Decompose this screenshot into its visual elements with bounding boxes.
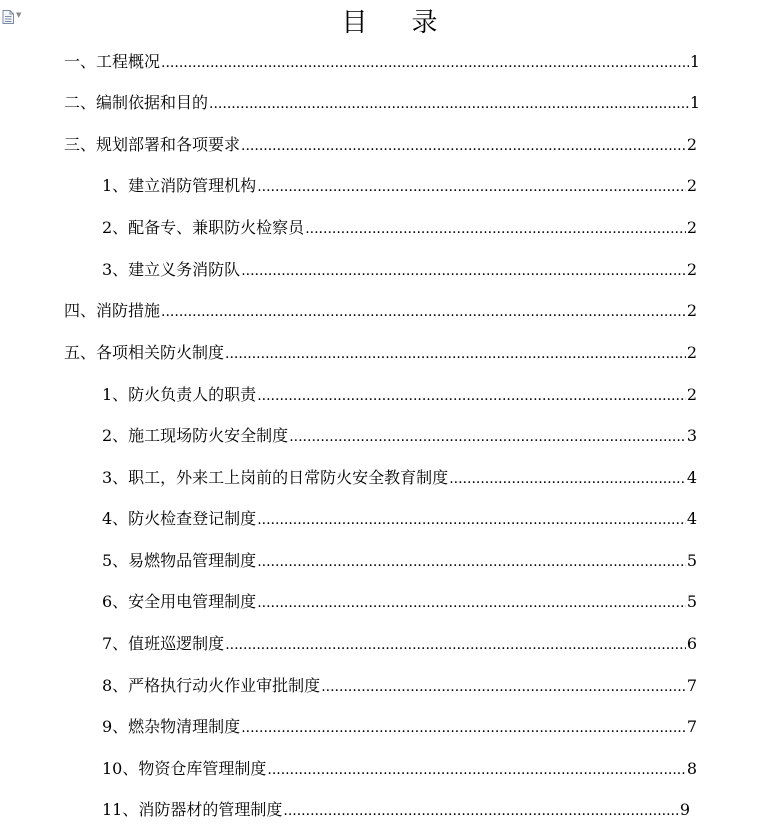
toc-entry-page: 9 xyxy=(679,800,690,819)
toc-entry[interactable] xyxy=(64,50,700,74)
toc-dot-leader xyxy=(225,632,686,657)
toc-entry-label: 10、物资仓库管理制度 xyxy=(102,759,267,778)
toc-entry-page: 7 xyxy=(686,676,697,695)
toc-entry-label: 1、防火负责人的职责 xyxy=(102,385,257,404)
toc-entry-label: 6、安全用电管理制度 xyxy=(102,592,257,611)
toc-dot-leader xyxy=(161,299,686,324)
toc-dot-leader xyxy=(241,258,686,283)
toc-entry-page: 2 xyxy=(686,135,697,154)
toc-entry-page: 5 xyxy=(686,592,697,611)
toc-entry[interactable] xyxy=(102,549,697,573)
toc-entry-page: 1 xyxy=(689,52,700,71)
toc-dot-leader xyxy=(241,133,686,158)
toc-entry-label: 三、规划部署和各项要求 xyxy=(64,135,241,154)
toc-dot-leader xyxy=(225,341,686,366)
toc-entry[interactable] xyxy=(102,383,697,407)
toc-entry[interactable] xyxy=(102,674,697,698)
toc-dot-leader xyxy=(257,507,686,532)
toc-entry[interactable] xyxy=(102,216,697,240)
toc-dot-leader xyxy=(257,549,686,574)
toc-entry-page: 2 xyxy=(686,343,697,362)
toc-entry-label: 4、防火检查登记制度 xyxy=(102,509,257,528)
toc-entry[interactable] xyxy=(102,507,697,531)
toc-entry-page: 4 xyxy=(686,468,697,487)
toc-entry-label: 2、施工现场防火安全制度 xyxy=(102,426,289,445)
toc-entry[interactable] xyxy=(64,341,697,365)
toc-entry-label: 7、值班巡逻制度 xyxy=(102,634,225,653)
toc-dot-leader xyxy=(257,174,686,199)
toc-dot-leader xyxy=(449,466,686,491)
toc-entry-label: 9、燃杂物清理制度 xyxy=(102,717,241,736)
toc-entry[interactable] xyxy=(102,757,697,781)
toc-entry[interactable] xyxy=(102,590,697,614)
toc-entry-label: 3、建立义务消防队 xyxy=(102,260,241,279)
toc-entry[interactable] xyxy=(102,798,690,822)
toc-entry-label: 5、易燃物品管理制度 xyxy=(102,551,257,570)
toc-entry-page: 3 xyxy=(686,426,697,445)
toc-entry-page: 7 xyxy=(686,717,697,736)
toc-entry-page: 2 xyxy=(686,385,697,404)
dropdown-caret-icon[interactable]: ▼ xyxy=(16,11,22,19)
toc-entry-page: 2 xyxy=(686,260,697,279)
toc-entry[interactable] xyxy=(64,91,700,115)
toc-entry-label: 二、编制依据和目的 xyxy=(64,93,209,112)
toc-dot-leader xyxy=(267,757,685,782)
toc-entry-page: 4 xyxy=(686,509,697,528)
toc-entry[interactable] xyxy=(64,133,697,157)
toc-entry-label: 11、消防器材的管理制度 xyxy=(102,800,283,819)
toc-dot-leader xyxy=(257,383,686,408)
toc-entry[interactable] xyxy=(102,632,697,656)
toc-dot-leader xyxy=(161,50,689,75)
toc-dot-leader xyxy=(283,798,678,823)
toc-entry[interactable] xyxy=(64,299,697,323)
toc-entry[interactable] xyxy=(102,424,697,448)
toc-entry[interactable] xyxy=(102,715,697,739)
toc-entry-page: 1 xyxy=(689,93,700,112)
toc-entry-label: 五、各项相关防火制度 xyxy=(64,343,225,362)
toc-entry-page: 2 xyxy=(686,218,697,237)
toc-entry-page: 6 xyxy=(686,634,697,653)
toc-dot-leader xyxy=(289,424,686,449)
toc-entry-page: 8 xyxy=(686,759,697,778)
toc-entry[interactable] xyxy=(102,258,697,282)
toc-dot-leader xyxy=(241,715,686,740)
toc-dot-leader xyxy=(305,216,686,241)
toc-entry-label: 四、消防措施 xyxy=(64,301,161,320)
toc-entry[interactable] xyxy=(102,174,697,198)
toc-entry-label: 1、建立消防管理机构 xyxy=(102,176,257,195)
toc-dot-leader xyxy=(321,674,686,699)
toc-dot-leader xyxy=(257,590,686,615)
toc-entry-label: 8、严格执行动火作业审批制度 xyxy=(102,676,321,695)
toc-entry-label: 3、职工，外来工上岗前的日常防火安全教育制度 xyxy=(102,468,449,487)
toc-entry-page: 5 xyxy=(686,551,697,570)
toc-entry-page: 2 xyxy=(686,176,697,195)
toc-entry[interactable] xyxy=(102,466,697,490)
toc-entry-label: 一、工程概况 xyxy=(64,52,161,71)
toc-dot-leader xyxy=(209,91,689,116)
page-title: 目录 xyxy=(341,8,482,38)
toc-entry-page: 2 xyxy=(686,301,697,320)
toc-entry-label: 2、配备专、兼职防火检察员 xyxy=(102,218,305,237)
